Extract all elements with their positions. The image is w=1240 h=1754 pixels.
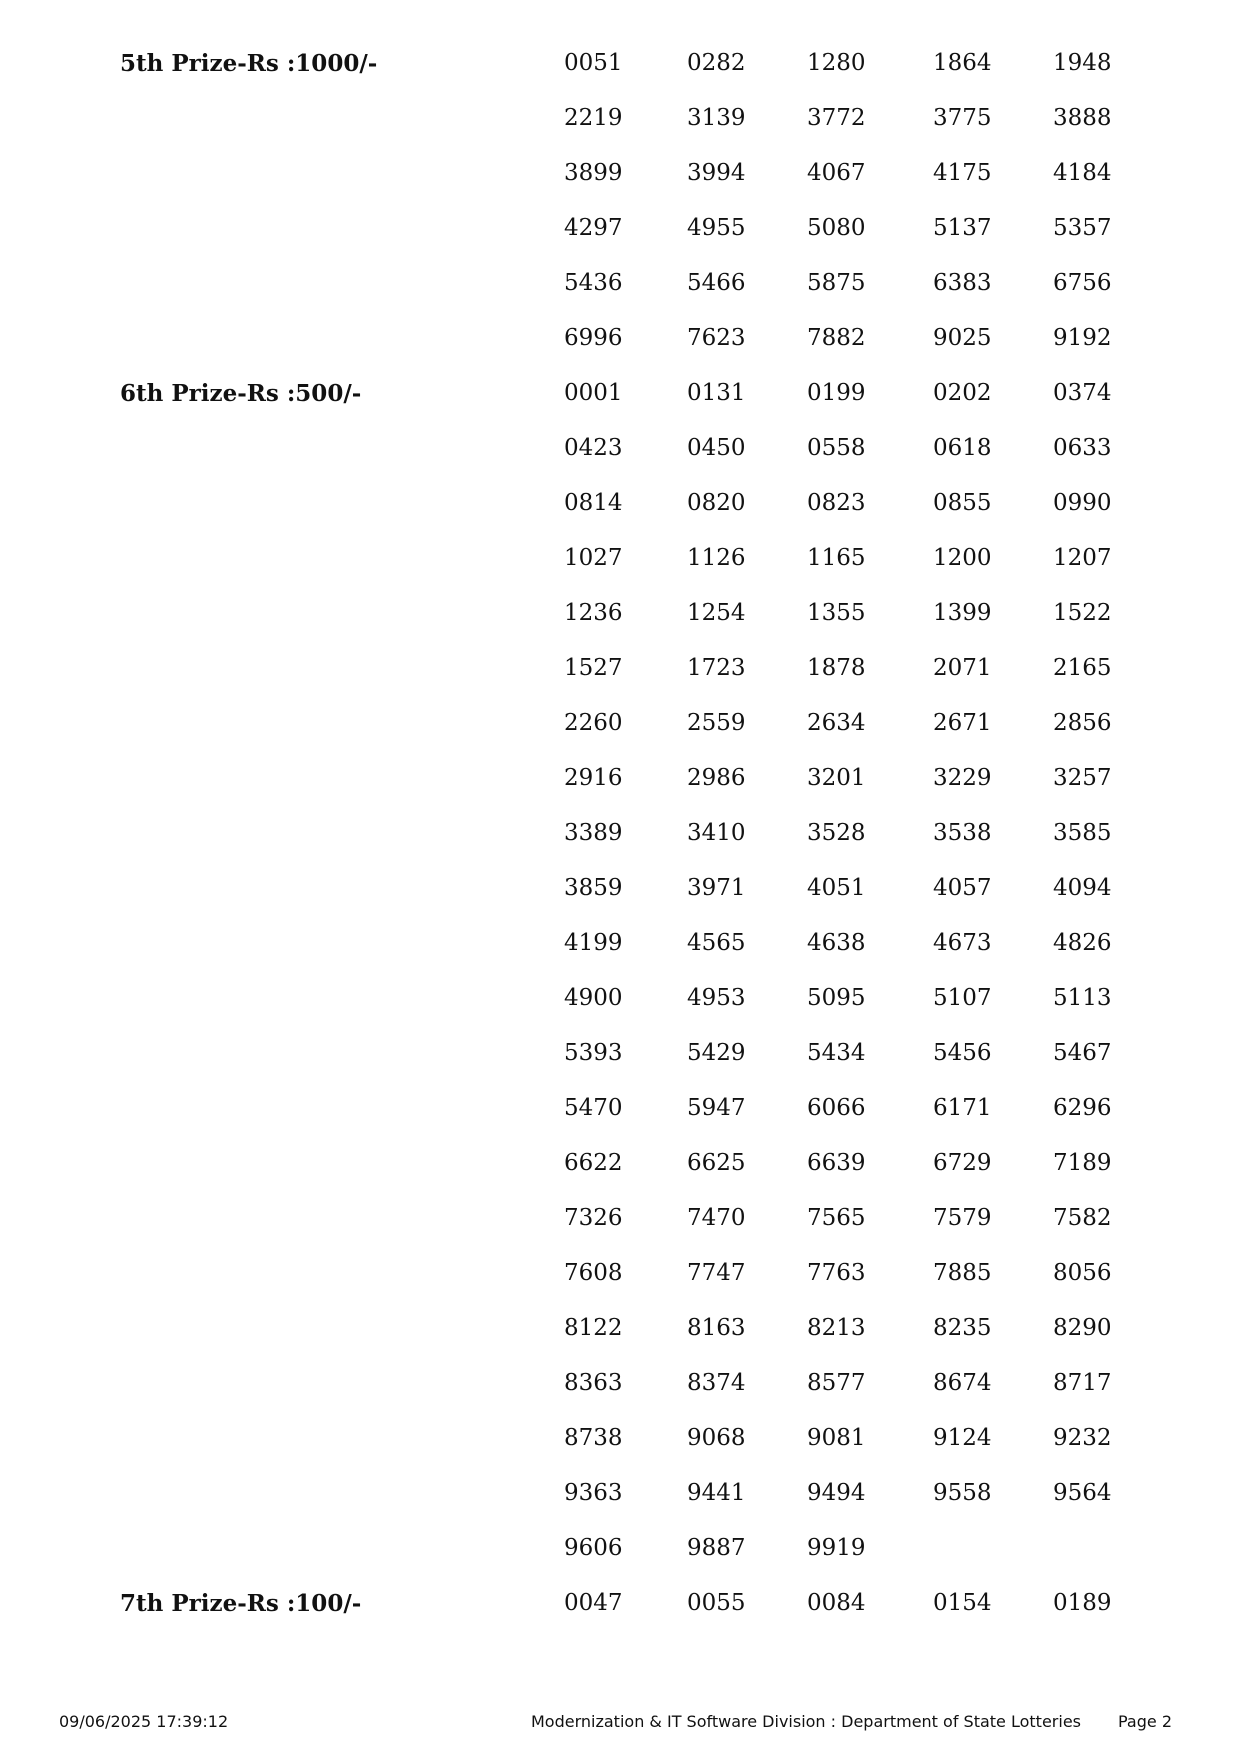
winning-number: 9606 bbox=[564, 1535, 623, 1561]
number-row bbox=[0, 971, 1240, 1026]
winning-number: 2260 bbox=[564, 710, 623, 736]
winning-number: 1522 bbox=[1053, 600, 1112, 626]
winning-number: 1254 bbox=[687, 600, 746, 626]
winning-number: 8122 bbox=[564, 1315, 623, 1341]
winning-number: 1126 bbox=[687, 545, 746, 571]
winning-number: 3888 bbox=[1053, 105, 1112, 131]
number-row bbox=[0, 1191, 1240, 1246]
number-row bbox=[0, 696, 1240, 751]
winning-number: 6066 bbox=[807, 1095, 866, 1121]
winning-number: 1527 bbox=[564, 655, 623, 681]
winning-number: 0423 bbox=[564, 435, 623, 461]
winning-number: 5393 bbox=[564, 1040, 623, 1066]
winning-number: 3410 bbox=[687, 820, 746, 846]
winning-number: 3538 bbox=[933, 820, 992, 846]
winning-number: 0199 bbox=[807, 380, 866, 406]
winning-number: 7623 bbox=[687, 325, 746, 351]
winning-number: 0814 bbox=[564, 490, 623, 516]
number-row bbox=[0, 311, 1240, 366]
winning-number: 4057 bbox=[933, 875, 992, 901]
number-row bbox=[0, 861, 1240, 916]
winning-number: 6996 bbox=[564, 325, 623, 351]
winning-number: 3994 bbox=[687, 160, 746, 186]
number-row bbox=[0, 641, 1240, 696]
winning-number: 8290 bbox=[1053, 1315, 1112, 1341]
winning-number: 8577 bbox=[807, 1370, 866, 1396]
winning-number: 6296 bbox=[1053, 1095, 1112, 1121]
winning-number: 8056 bbox=[1053, 1260, 1112, 1286]
winning-number: 9363 bbox=[564, 1480, 623, 1506]
winning-number: 0990 bbox=[1053, 490, 1112, 516]
winning-number: 4199 bbox=[564, 930, 623, 956]
number-row bbox=[0, 1356, 1240, 1411]
winning-number: 9232 bbox=[1053, 1425, 1112, 1451]
winning-number: 8235 bbox=[933, 1315, 992, 1341]
winning-number: 6171 bbox=[933, 1095, 992, 1121]
winning-number: 5466 bbox=[687, 270, 746, 296]
winning-number: 0618 bbox=[933, 435, 992, 461]
footer-page-number: Page 2 bbox=[1118, 1712, 1172, 1731]
winning-number: 1207 bbox=[1053, 545, 1112, 571]
winning-number: 8674 bbox=[933, 1370, 992, 1396]
prize-label: 7th Prize-Rs :100/- bbox=[120, 1590, 362, 1617]
winning-number: 9441 bbox=[687, 1480, 746, 1506]
number-row bbox=[0, 586, 1240, 641]
winning-number: 4638 bbox=[807, 930, 866, 956]
winning-number: 6622 bbox=[564, 1150, 623, 1176]
winning-number: 0450 bbox=[687, 435, 746, 461]
page-footer bbox=[0, 1710, 1240, 1734]
winning-number: 0047 bbox=[564, 1590, 623, 1616]
winning-number: 2986 bbox=[687, 765, 746, 791]
winning-number: 8363 bbox=[564, 1370, 623, 1396]
winning-number: 5467 bbox=[1053, 1040, 1112, 1066]
number-row bbox=[0, 1136, 1240, 1191]
winning-number: 0051 bbox=[564, 50, 623, 76]
winning-number: 0154 bbox=[933, 1590, 992, 1616]
number-row bbox=[0, 1026, 1240, 1081]
winning-number: 2856 bbox=[1053, 710, 1112, 736]
number-row bbox=[0, 1576, 1240, 1631]
winning-number: 0820 bbox=[687, 490, 746, 516]
footer-division: Modernization & IT Software Division : Department of State Lotteries bbox=[531, 1712, 1081, 1731]
number-row bbox=[0, 1466, 1240, 1521]
number-row bbox=[0, 91, 1240, 146]
winning-number: 3772 bbox=[807, 105, 866, 131]
winning-number: 0282 bbox=[687, 50, 746, 76]
winning-number: 1399 bbox=[933, 600, 992, 626]
winning-number: 0001 bbox=[564, 380, 623, 406]
number-row bbox=[0, 916, 1240, 971]
winning-number: 7579 bbox=[933, 1205, 992, 1231]
winning-number: 3899 bbox=[564, 160, 623, 186]
winning-number: 4953 bbox=[687, 985, 746, 1011]
winning-number: 8374 bbox=[687, 1370, 746, 1396]
winning-number: 4565 bbox=[687, 930, 746, 956]
winning-number: 1878 bbox=[807, 655, 866, 681]
winning-number: 4673 bbox=[933, 930, 992, 956]
winning-number: 5947 bbox=[687, 1095, 746, 1121]
winning-number: 4900 bbox=[564, 985, 623, 1011]
winning-number: 9558 bbox=[933, 1480, 992, 1506]
winning-number: 5429 bbox=[687, 1040, 746, 1066]
winning-number: 3201 bbox=[807, 765, 866, 791]
number-row bbox=[0, 1411, 1240, 1466]
winning-number: 7763 bbox=[807, 1260, 866, 1286]
winning-number: 6729 bbox=[933, 1150, 992, 1176]
winning-number: 5080 bbox=[807, 215, 866, 241]
winning-number: 1236 bbox=[564, 600, 623, 626]
winning-number: 1723 bbox=[687, 655, 746, 681]
winning-number: 3859 bbox=[564, 875, 623, 901]
winning-number: 4184 bbox=[1053, 160, 1112, 186]
winning-number: 1165 bbox=[807, 545, 866, 571]
winning-number: 2916 bbox=[564, 765, 623, 791]
winning-number: 4297 bbox=[564, 215, 623, 241]
winning-number: 5095 bbox=[807, 985, 866, 1011]
number-row bbox=[0, 146, 1240, 201]
winning-number: 9887 bbox=[687, 1535, 746, 1561]
winning-number: 4051 bbox=[807, 875, 866, 901]
winning-number: 1948 bbox=[1053, 50, 1112, 76]
winning-number: 0823 bbox=[807, 490, 866, 516]
winning-number: 5434 bbox=[807, 1040, 866, 1066]
winning-number: 8213 bbox=[807, 1315, 866, 1341]
number-row bbox=[0, 1301, 1240, 1356]
number-row bbox=[0, 366, 1240, 421]
number-row bbox=[0, 36, 1240, 91]
winning-number: 9025 bbox=[933, 325, 992, 351]
winning-number: 7882 bbox=[807, 325, 866, 351]
number-row bbox=[0, 1081, 1240, 1136]
winning-number: 1864 bbox=[933, 50, 992, 76]
winning-number: 1027 bbox=[564, 545, 623, 571]
winning-number: 3389 bbox=[564, 820, 623, 846]
prize-sections bbox=[0, 36, 1240, 1631]
winning-number: 3775 bbox=[933, 105, 992, 131]
winning-number: 7747 bbox=[687, 1260, 746, 1286]
winning-number: 9068 bbox=[687, 1425, 746, 1451]
winning-number: 5107 bbox=[933, 985, 992, 1011]
winning-number: 4955 bbox=[687, 215, 746, 241]
winning-number: 1200 bbox=[933, 545, 992, 571]
winning-number: 0084 bbox=[807, 1590, 866, 1616]
winning-number: 6639 bbox=[807, 1150, 866, 1176]
prize-section bbox=[0, 1576, 1240, 1631]
winning-number: 3257 bbox=[1053, 765, 1112, 791]
winning-number: 7189 bbox=[1053, 1150, 1112, 1176]
winning-number: 2671 bbox=[933, 710, 992, 736]
prize-section bbox=[0, 366, 1240, 1576]
winning-number: 3139 bbox=[687, 105, 746, 131]
winning-number: 9081 bbox=[807, 1425, 866, 1451]
winning-number: 3971 bbox=[687, 875, 746, 901]
winning-number: 4067 bbox=[807, 160, 866, 186]
winning-number: 2219 bbox=[564, 105, 623, 131]
winning-number: 2071 bbox=[933, 655, 992, 681]
winning-number: 5456 bbox=[933, 1040, 992, 1066]
winning-number: 7326 bbox=[564, 1205, 623, 1231]
winning-number: 9919 bbox=[807, 1535, 866, 1561]
number-row bbox=[0, 421, 1240, 476]
winning-number: 5137 bbox=[933, 215, 992, 241]
number-row bbox=[0, 1246, 1240, 1301]
winning-number: 1280 bbox=[807, 50, 866, 76]
winning-number: 8717 bbox=[1053, 1370, 1112, 1396]
winning-number: 6383 bbox=[933, 270, 992, 296]
winning-number: 4826 bbox=[1053, 930, 1112, 956]
prize-label: 5th Prize-Rs :1000/- bbox=[120, 50, 378, 77]
number-row bbox=[0, 1521, 1240, 1576]
footer-timestamp: 09/06/2025 17:39:12 bbox=[59, 1712, 229, 1731]
winning-number: 6625 bbox=[687, 1150, 746, 1176]
number-row bbox=[0, 531, 1240, 586]
winning-number: 7470 bbox=[687, 1205, 746, 1231]
number-row bbox=[0, 476, 1240, 531]
winning-number: 9124 bbox=[933, 1425, 992, 1451]
number-row bbox=[0, 201, 1240, 256]
winning-number: 5436 bbox=[564, 270, 623, 296]
winning-number: 7582 bbox=[1053, 1205, 1112, 1231]
winning-number: 0189 bbox=[1053, 1590, 1112, 1616]
winning-number: 0855 bbox=[933, 490, 992, 516]
winning-number: 5470 bbox=[564, 1095, 623, 1121]
winning-number: 7885 bbox=[933, 1260, 992, 1286]
winning-number: 0202 bbox=[933, 380, 992, 406]
winning-number: 3528 bbox=[807, 820, 866, 846]
winning-number: 0055 bbox=[687, 1590, 746, 1616]
winning-number: 8163 bbox=[687, 1315, 746, 1341]
winning-number: 9192 bbox=[1053, 325, 1112, 351]
winning-number: 2559 bbox=[687, 710, 746, 736]
winning-number: 0131 bbox=[687, 380, 746, 406]
winning-number: 1355 bbox=[807, 600, 866, 626]
winning-number: 7565 bbox=[807, 1205, 866, 1231]
winning-number: 5875 bbox=[807, 270, 866, 296]
winning-number: 9494 bbox=[807, 1480, 866, 1506]
winning-number: 9564 bbox=[1053, 1480, 1112, 1506]
number-row bbox=[0, 751, 1240, 806]
winning-number: 0374 bbox=[1053, 380, 1112, 406]
winning-number: 4175 bbox=[933, 160, 992, 186]
winning-number: 2165 bbox=[1053, 655, 1112, 681]
number-row bbox=[0, 256, 1240, 311]
winning-number: 7608 bbox=[564, 1260, 623, 1286]
number-row bbox=[0, 806, 1240, 861]
winning-number: 5113 bbox=[1053, 985, 1112, 1011]
winning-number: 8738 bbox=[564, 1425, 623, 1451]
winning-number: 4094 bbox=[1053, 875, 1112, 901]
prize-section bbox=[0, 36, 1240, 366]
winning-number: 0558 bbox=[807, 435, 866, 461]
prize-label: 6th Prize-Rs :500/- bbox=[120, 380, 362, 407]
winning-number: 6756 bbox=[1053, 270, 1112, 296]
winning-number: 3229 bbox=[933, 765, 992, 791]
winning-number: 2634 bbox=[807, 710, 866, 736]
winning-number: 3585 bbox=[1053, 820, 1112, 846]
winning-number: 5357 bbox=[1053, 215, 1112, 241]
winning-number: 0633 bbox=[1053, 435, 1112, 461]
